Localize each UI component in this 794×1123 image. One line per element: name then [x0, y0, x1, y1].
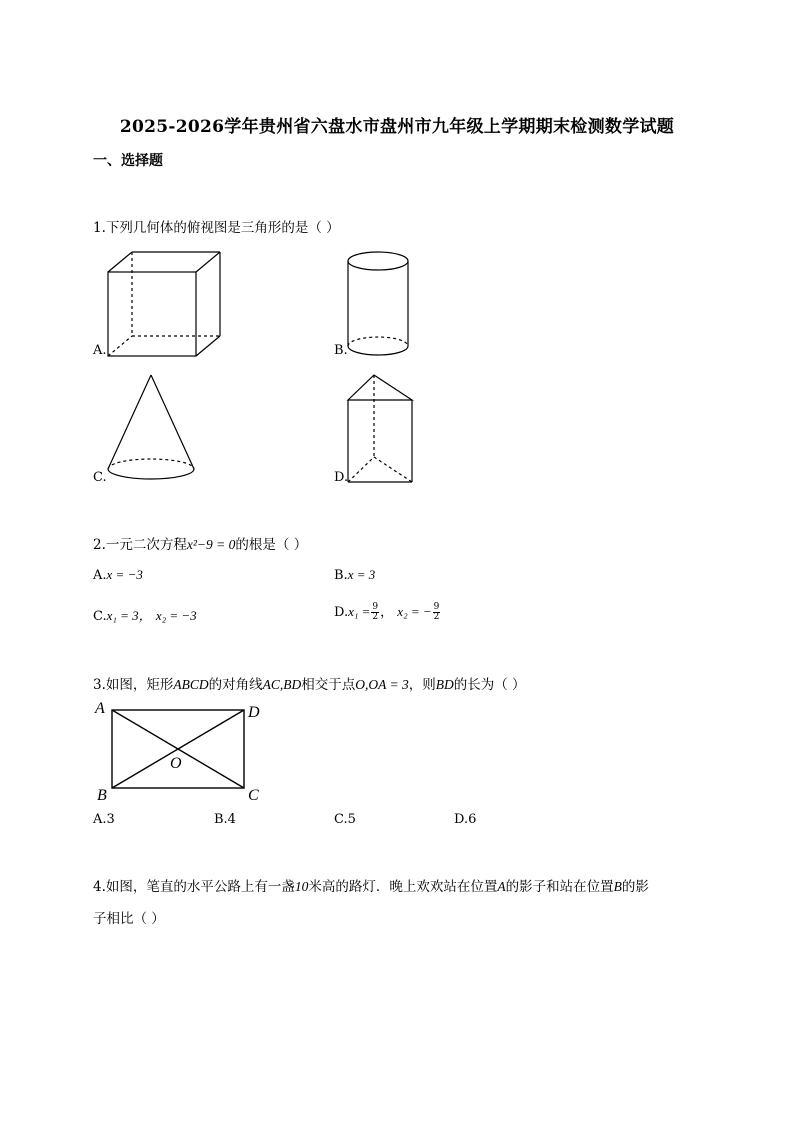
q1-option-b-label: B. [334, 343, 348, 358]
q2-option-d: D.x₁ = $\frac{9}{2}$ ， x₂ = − $\frac{9}{2}$ [334, 602, 440, 622]
q3-label-b: B [97, 787, 107, 804]
page-title: 2025-2026学年贵州省六盘水市盘州市九年级上学期期末检测数学试题 [119, 117, 675, 137]
q2-option-b: B.x = 3 [334, 567, 376, 583]
q3-option-d: D.6 [454, 812, 477, 827]
q3-label-o: O [170, 755, 182, 772]
q3-option-a: A.3 [93, 812, 115, 827]
q3-label-d: D [248, 704, 260, 721]
q3-label-c: C [248, 787, 259, 804]
question-4-stem-line1: 4.如图，笔直的水平公路上有一盏10米高的路灯．晚上欢欢站在位置A的影子和站在位置B的影 [93, 879, 649, 895]
q1-option-d-label: D. [334, 470, 349, 485]
q2-equation: x²−9 = 0 [186, 537, 236, 552]
q3-option-b: B.4 [214, 812, 236, 827]
q2-option-c: C.x₁ = 3， x₂ = −3 [93, 608, 197, 624]
question-4-stem-line2: 子相比（ ） [93, 911, 165, 927]
q3-option-c: C.5 [334, 812, 356, 827]
question-1-stem: 1.下列几何体的俯视图是三角形的是（ ） [93, 220, 340, 236]
q1-option-c-label: C. [93, 470, 107, 485]
section-heading-choice: 一、选择题 [93, 153, 163, 169]
q3-label-a: A [95, 700, 105, 717]
q1-option-a-label: A. [93, 343, 107, 358]
question-2-stem: 2.一元二次方程x²−9 = 0的根是（ ） [93, 537, 308, 553]
q2-option-a: A.x = −3 [93, 567, 143, 583]
question-3-stem: 3.如图，矩形ABCD的对角线AC,BD相交于点O,OA = 3，则BD的长为（ ） [93, 677, 526, 693]
